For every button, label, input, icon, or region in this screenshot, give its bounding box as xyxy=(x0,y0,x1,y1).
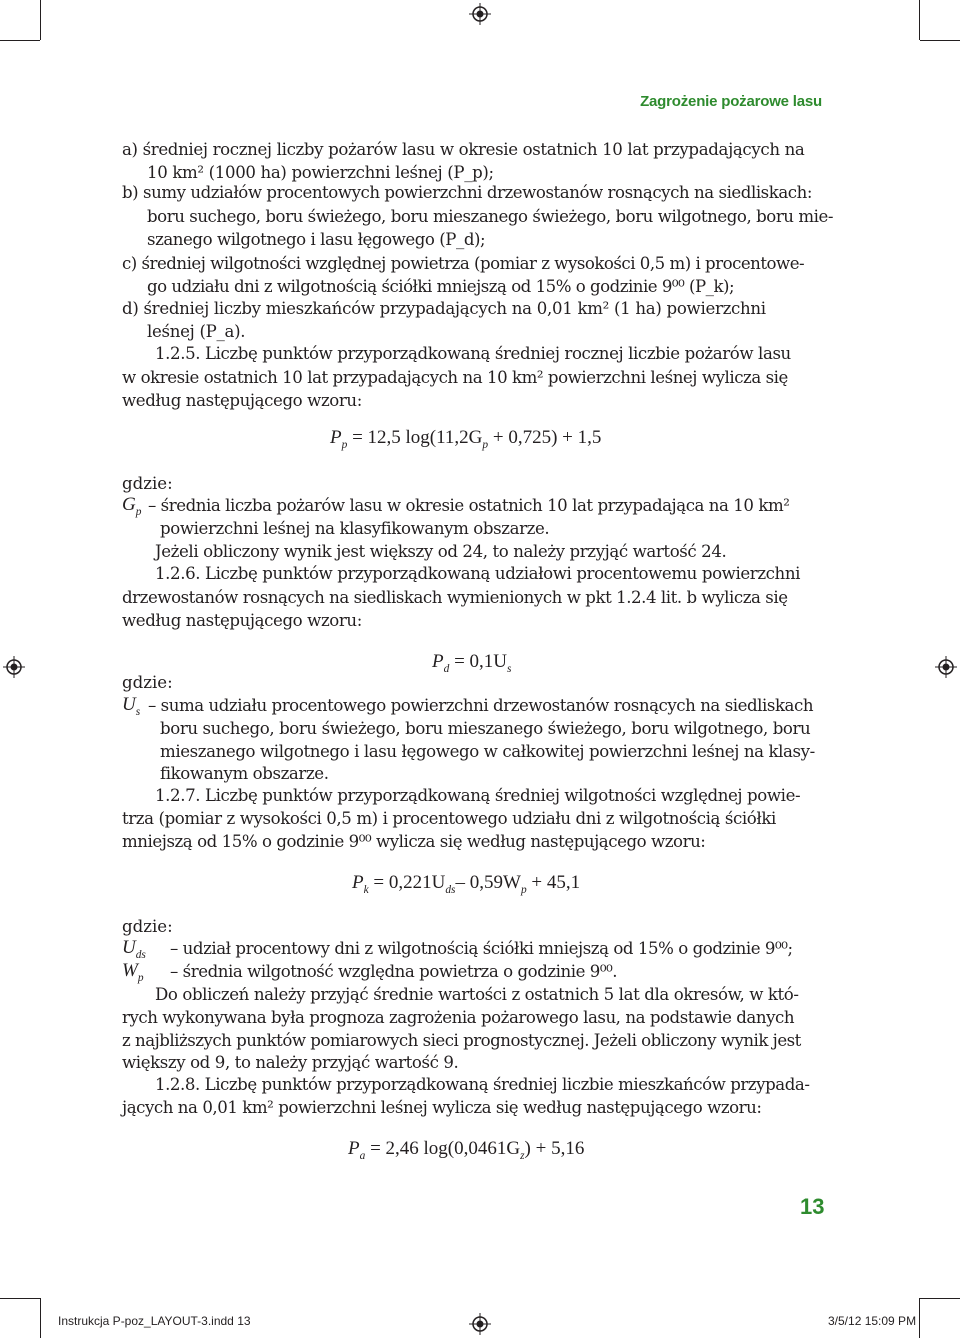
crop-mark xyxy=(0,1298,40,1299)
gloss-symbol-wp xyxy=(122,960,144,982)
registration-mark-icon xyxy=(469,3,491,25)
paragraph-126-line2: drzewostanów rosnących na siedliskach wymienionych w pkt 1.2.4 lit. b wylicza się xyxy=(122,588,788,607)
paragraph-125-line3: według następującego wzoru: xyxy=(122,391,362,410)
gloss-gp-line2: powierzchni leśnej na klasyfikowanym obszarze. xyxy=(160,519,550,538)
running-header: Zagrożenie pożarowe lasu xyxy=(640,93,822,110)
footer-date: 3/5/12 15:09 PM xyxy=(828,1314,917,1328)
footer-file: Instrukcja P-poz_LAYOUT-3.indd 13 xyxy=(58,1314,251,1328)
paragraph-128-line1: 1.2.8. Liczbę punktów przyporządkowaną średniej liczbie mieszkańców przypada- xyxy=(155,1075,810,1094)
formula-subscript: a xyxy=(359,1149,366,1162)
paragraph-125-note: Jeżeli obliczony wynik jest większy od 24, to należy przyjąć wartość 24. xyxy=(155,542,727,561)
formula-text: = 12,5 log(11,2G xyxy=(347,427,483,448)
list-item-b-line1: b) sumy udziałów procentowych powierzchni drzewostanów rosnących na siedliskach: xyxy=(122,183,813,202)
list-item-d-line1: d) średniej liczby mieszkańców przypadających na 0,01 km² (1 ha) powierzchni xyxy=(122,299,766,318)
gloss-symbol-gp xyxy=(122,494,141,516)
gloss-symbol: G xyxy=(122,494,136,515)
formula-pa xyxy=(348,1138,584,1160)
gloss-subscript: s xyxy=(135,705,141,718)
list-item-a-line1: a) średniej rocznej liczby pożarów lasu w okresie ostatnich 10 lat przypadających na xyxy=(122,140,805,159)
formula-subscript: ds xyxy=(445,883,456,896)
formula-pd xyxy=(432,651,511,673)
formula-text: + 0,725) + 1,5 xyxy=(488,427,602,448)
gloss-symbol: U xyxy=(122,694,136,715)
gdzie-label: gdzie: xyxy=(122,474,173,493)
formula-text: ) + 5,16 xyxy=(524,1138,585,1159)
gloss-us-line2: boru suchego, boru świeżego, boru mieszanego świeżego, boru wilgotnego, boru xyxy=(160,719,811,738)
formula-symbol: P xyxy=(432,651,444,672)
paragraph-127b-line1: Do obliczeń należy przyjąć średnie wartości z ostatnich 5 lat dla okresów, w któ- xyxy=(155,985,799,1004)
gloss-symbol: U xyxy=(122,937,136,958)
gloss-subscript: p xyxy=(135,505,142,518)
crop-mark xyxy=(40,1298,41,1338)
list-item-c-line2: go udziału dni z wilgotnością ściółki mniejszą od 15% o godzinie 9⁰⁰ (P_k); xyxy=(147,277,735,296)
paragraph-127b-line3: z najbliższych punktów pomiarowych sieci prognostycznej. Jeżeli obliczony wynik jest xyxy=(122,1031,801,1050)
paragraph-127b-line4: większy od 9, to należy przyjąć wartość 9. xyxy=(122,1053,459,1072)
crop-mark xyxy=(920,40,960,41)
formula-subscript: d xyxy=(443,662,450,675)
gloss-subscript: p xyxy=(137,971,144,984)
gloss-us-line3: mieszanego wilgotnego i lasu łęgowego w całkowitej powierzchni leśnej na klasy- xyxy=(160,742,815,761)
gloss-us-line1: – suma udziału procentowego powierzchni drzewostanów rosnących na siedliskach xyxy=(148,696,814,715)
paragraph-127-line2: trza (pomiar z wysokości 0,5 m) i procentowego udziału dni z wilgotnością ściółki xyxy=(122,809,776,828)
registration-mark-icon xyxy=(3,656,25,678)
gloss-wp: – średnia wilgotność względna powietrza o godzinie 9⁰⁰. xyxy=(170,962,618,981)
paragraph-125-line2: w okresie ostatnich 10 lat przypadających na 10 km² powierzchni leśnej wylicza się xyxy=(122,368,788,387)
formula-text: = 0,221U xyxy=(368,872,446,893)
list-item-b-line2: boru suchego, boru świeżego, boru mieszanego świeżego, boru wilgotnego, boru mie- xyxy=(147,207,834,226)
formula-text: = 0,1U xyxy=(449,651,507,672)
list-item-b-line3: szanego wilgotnego i lasu łęgowego (P_d); xyxy=(147,230,486,249)
crop-mark xyxy=(919,1298,920,1338)
gloss-symbol-uds xyxy=(122,937,146,959)
gloss-gp-line1: – średnia liczba pożarów lasu w okresie ostatnich 10 lat przypadająca na 10 km² xyxy=(148,496,790,515)
list-item-d-line2: leśnej (P_a). xyxy=(147,322,246,341)
gloss-us-line4: fikowanym obszarze. xyxy=(160,764,329,783)
gloss-symbol-us xyxy=(122,694,140,716)
paragraph-128-line2: jących na 0,01 km² powierzchni leśnej wylicza się według następującego wzoru: xyxy=(122,1098,762,1117)
list-item-c-line1: c) średniej wilgotności względnej powietrza (pomiar z wysokości 0,5 m) i procentowe- xyxy=(122,254,805,273)
formula-symbol: P xyxy=(330,427,342,448)
crop-mark xyxy=(0,40,40,41)
formula-symbol: P xyxy=(348,1138,360,1159)
formula-subscript: z xyxy=(520,1149,525,1162)
crop-mark xyxy=(919,0,920,40)
formula-subscript: p xyxy=(341,438,348,451)
formula-text: = 2,46 log(0,0461G xyxy=(365,1138,521,1159)
registration-mark-icon xyxy=(469,1313,491,1335)
page-number: 13 xyxy=(800,1194,825,1219)
list-item-a-line2: 10 km² (1000 ha) powierzchni leśnej (P_p); xyxy=(147,163,494,182)
gdzie-label: gdzie: xyxy=(122,673,173,692)
formula-symbol: P xyxy=(352,872,364,893)
gdzie-label: gdzie: xyxy=(122,917,173,936)
paragraph-127-line1: 1.2.7. Liczbę punktów przyporządkowaną średniej wilgotności względnej powie- xyxy=(155,786,801,805)
paragraph-126-line1: 1.2.6. Liczbę punktów przyporządkowaną udziałowi procentowemu powierzchni xyxy=(155,564,801,583)
formula-subscript: k xyxy=(363,883,369,896)
gloss-symbol: W xyxy=(122,960,138,981)
formula-subscript: p xyxy=(482,438,489,451)
paragraph-127-line3: mniejszą od 15% o godzinie 9⁰⁰ wylicza się według następującego wzoru: xyxy=(122,832,706,851)
paragraph-127b-line2: rych wykonywana była prognoza zagrożenia pożarowego lasu, na podstawie danych xyxy=(122,1008,795,1027)
crop-mark xyxy=(40,0,41,40)
formula-pk xyxy=(352,872,580,894)
paragraph-126-line3: według następującego wzoru: xyxy=(122,611,362,630)
gloss-uds: – udział procentowy dni z wilgotnością ściółki mniejszą od 15% o godzinie 9⁰⁰; xyxy=(170,939,793,958)
formula-subscript: p xyxy=(520,883,527,896)
gloss-subscript: ds xyxy=(135,948,146,961)
formula-subscript: s xyxy=(507,662,512,675)
formula-text: + 45,1 xyxy=(526,872,581,893)
formula-pp xyxy=(330,427,601,449)
crop-mark xyxy=(920,1298,960,1299)
paragraph-125-line1: 1.2.5. Liczbę punktów przyporządkowaną średniej rocznej liczbie pożarów lasu xyxy=(155,344,791,363)
formula-text: – 0,59W xyxy=(455,872,521,893)
registration-mark-icon xyxy=(935,656,957,678)
